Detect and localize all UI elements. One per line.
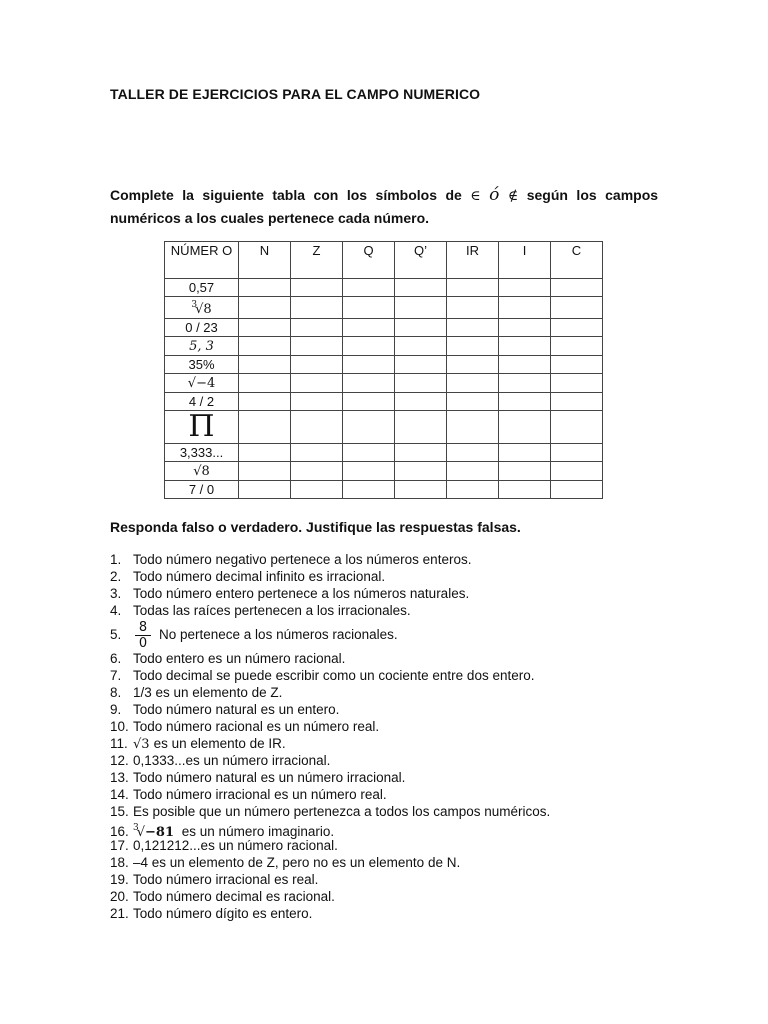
answer-cell[interactable] [343,444,395,462]
answer-cell[interactable] [239,319,291,337]
header-n: N [239,242,291,279]
answer-cell[interactable] [499,374,551,393]
number-cell [165,462,239,481]
table-row [165,337,603,356]
answer-cell[interactable] [395,393,447,411]
pi-symbol: Π [188,409,215,444]
table-row [165,462,603,481]
answer-cell[interactable] [395,297,447,319]
table-instructions [110,184,658,229]
answer-cell[interactable] [499,481,551,499]
answer-cell[interactable] [291,481,343,499]
header-number: NÚMER O [165,242,239,279]
radicand: 8 [201,464,210,479]
answer-cell[interactable] [343,393,395,411]
answer-cell[interactable] [291,356,343,374]
statement-item [110,837,670,854]
answer-cell[interactable] [239,462,291,481]
number-cell [165,393,239,411]
answer-cell[interactable] [447,462,499,481]
radicand: 3 [141,737,150,752]
item-number: 11. [110,736,128,751]
answer-cell[interactable] [551,337,603,356]
root-sign: √ [195,302,204,317]
statement-item [110,718,670,735]
statement-item [110,854,670,871]
statement-text: Es posible que un número pertenezca a todos los campos numéricos. [133,804,551,819]
item-number: 4. [110,603,122,618]
number-cell [165,481,239,499]
element-of-symbol: ∈ [470,188,481,204]
table-row [165,411,603,444]
header-z: Z [291,242,343,279]
root-sign: √ [136,825,146,840]
answer-cell[interactable] [239,356,291,374]
answer-cell[interactable] [395,374,447,393]
table-row [165,481,603,499]
statement-text: Todo decimal se puede escribir como un cociente entre dos entero. [133,668,535,683]
table-row [165,279,603,297]
item-number: 18. [110,855,129,870]
answer-cell[interactable] [291,319,343,337]
answer-cell[interactable] [551,444,603,462]
answer-cell[interactable] [343,374,395,393]
statement-item [110,551,670,568]
statement-item [110,568,670,585]
answer-cell[interactable] [499,444,551,462]
statement-item [110,820,670,840]
root-index: 3 [133,823,139,833]
answer-cell[interactable] [239,337,291,356]
statement-item [110,585,670,602]
item-number: 19. [110,872,129,887]
item-number: 6. [110,651,122,666]
table-row [165,374,603,393]
radicand: 8 [203,302,212,317]
radical-expression [193,464,210,479]
answer-cell[interactable] [395,481,447,499]
table-row [165,356,603,374]
answer-cell[interactable] [395,462,447,481]
item-number: 13. [110,770,129,785]
header-ir: IR [447,242,499,279]
true-false-title: Responda falso o verdadero. Justifique las respuestas falsas. [110,519,521,535]
radical-expression [188,376,215,391]
answer-cell[interactable] [395,444,447,462]
statement-text: Todo número negativo pertenece a los números enteros. [133,552,472,567]
number-label: 5, 3 [189,339,214,354]
statement-text: Todo número decimal infinito es irracional. [133,569,386,584]
number-cell [165,319,239,337]
item-number: 21. [110,906,129,921]
item-number: 9. [110,702,122,717]
answer-cell[interactable] [551,279,603,297]
number-cell [165,356,239,374]
item-number: 8. [110,685,122,700]
statement-item [110,871,670,888]
instructions-text-end: según los campos numéricos a los cuales pertenece cada número. [110,187,659,226]
statement-text: Todo número natural es un entero. [133,702,340,717]
answer-cell[interactable] [551,481,603,499]
statement-item [110,769,670,786]
worksheet-title: TALLER DE EJERCICIOS PARA EL CAMPO NUMERICO [110,86,481,102]
root-sign: √ [187,376,197,391]
answer-cell[interactable] [343,337,395,356]
fraction-numerator: 8 [135,621,151,636]
header-q-prime: Q’ [395,242,447,279]
answer-cell[interactable] [499,462,551,481]
item-number: 15. [110,804,129,819]
radical-expression [133,737,150,752]
header-q: Q [343,242,395,279]
number-cell [165,411,239,444]
answer-cell[interactable] [499,337,551,356]
item-number: 7. [110,668,122,683]
answer-cell[interactable] [239,411,291,444]
answer-cell[interactable] [343,356,395,374]
answer-cell[interactable] [291,444,343,462]
answer-cell[interactable] [291,374,343,393]
statement-text: No pertenece a los números racionales. [159,627,398,642]
answer-cell[interactable] [499,411,551,444]
fraction-denominator: 0 [138,635,148,651]
statement-text: 1/3 es un elemento de Z. [133,685,283,700]
statement-text: Todo número dígito es entero. [133,906,313,921]
answer-cell[interactable] [551,374,603,393]
answer-cell[interactable] [447,297,499,319]
number-label: 0 / 23 [185,320,218,335]
table-row [165,297,603,319]
statement-item [110,752,670,769]
statement-text: Todo número decimal es racional. [133,889,335,904]
or-word: ó [489,185,500,205]
answer-cell[interactable] [551,462,603,481]
table-row [165,393,603,411]
answer-cell[interactable] [499,393,551,411]
answer-cell[interactable] [239,279,291,297]
fraction [135,621,151,650]
statement-text: Todo número entero pertenece a los números naturales. [133,586,470,601]
answer-cell[interactable] [239,393,291,411]
statement-item [110,701,670,718]
number-cell [165,374,239,393]
statement-item [110,650,670,667]
answer-cell[interactable] [551,319,603,337]
number-label: 0,57 [188,280,215,295]
item-number: 2. [110,569,122,584]
answer-cell[interactable] [447,337,499,356]
item-number: 10. [110,719,129,734]
instructions-text: Complete la siguiente tabla con los símbolos de [110,187,462,203]
answer-cell[interactable] [343,319,395,337]
statement-item [110,619,670,650]
number-cell [165,444,239,462]
item-number: 3. [110,586,122,601]
statement-text: es un número imaginario. [181,824,335,839]
statement-text: 0,121212...es un número racional. [133,838,338,853]
answer-cell[interactable] [343,481,395,499]
statement-text: Todas las raíces pertenecen a los irracionales. [133,603,411,618]
statement-item [110,888,670,905]
not-element-of-symbol: ∉ [507,188,519,204]
answer-cell[interactable] [343,411,395,444]
answer-cell[interactable] [291,279,343,297]
item-number: 20. [110,889,129,904]
answer-cell[interactable] [447,411,499,444]
number-label: 3,333... [179,445,224,460]
answer-cell[interactable] [395,279,447,297]
item-number: 5. [110,627,122,642]
radicand: −4 [196,376,216,391]
answer-cell[interactable] [499,319,551,337]
item-number: 12. [110,753,129,768]
answer-cell[interactable] [447,374,499,393]
number-label: 4 / 2 [188,394,215,409]
answer-cell[interactable] [551,393,603,411]
answer-cell[interactable] [291,393,343,411]
answer-cell[interactable] [239,444,291,462]
answer-cell[interactable] [239,481,291,499]
answer-cell[interactable] [395,356,447,374]
number-label: 35% [188,357,215,372]
answer-cell[interactable] [551,297,603,319]
header-c: C [551,242,603,279]
statement-text: Todo número irracional es real. [133,872,319,887]
statement-item [110,905,670,922]
answer-cell[interactable] [447,356,499,374]
answer-cell[interactable] [395,319,447,337]
root-sign: √ [133,737,142,752]
answer-cell[interactable] [551,356,603,374]
answer-cell[interactable] [447,319,499,337]
true-false-list [110,551,670,922]
answer-cell[interactable] [291,297,343,319]
number-label: 7 / 0 [188,482,215,497]
radical-expression [191,302,211,317]
answer-cell[interactable] [239,374,291,393]
answer-cell[interactable] [447,279,499,297]
table-row [165,319,603,337]
answer-cell[interactable] [395,337,447,356]
answer-cell[interactable] [343,279,395,297]
answer-cell[interactable] [499,279,551,297]
item-number: 1. [110,552,122,567]
statement-text: 0,1333...es un número irracional. [133,753,331,768]
answer-cell[interactable] [447,481,499,499]
number-cell [165,297,239,319]
root-sign: √ [193,464,202,479]
statement-text: es un elemento de IR. [153,736,286,751]
statement-text: Todo número irracional es un número real. [133,787,387,802]
table-header-row [165,242,603,279]
answer-cell[interactable] [291,337,343,356]
number-fields-table [164,241,603,499]
item-number: 17. [110,838,129,853]
answer-cell[interactable] [395,411,447,444]
statement-text: –4 es un elemento de Z, pero no es un elemento de N. [133,855,461,870]
statement-item [110,786,670,803]
header-i: I [499,242,551,279]
item-number: 16. [110,824,129,839]
statement-text: Todo número natural es un número irracional. [133,770,406,785]
radicand: −81 [145,825,175,840]
answer-cell[interactable] [499,297,551,319]
answer-cell[interactable] [343,297,395,319]
answer-cell[interactable] [447,444,499,462]
answer-cell[interactable] [343,462,395,481]
statement-item [110,667,670,684]
answer-cell[interactable] [291,462,343,481]
statement-text: Todo número racional es un número real. [133,719,380,734]
number-cell [165,337,239,356]
item-number: 14. [110,787,129,802]
statement-item [110,803,670,820]
statement-item [110,684,670,701]
answer-cell[interactable] [551,411,603,444]
answer-cell[interactable] [239,297,291,319]
number-cell [165,279,239,297]
statement-item [110,602,670,619]
answer-cell[interactable] [291,411,343,444]
answer-cell[interactable] [447,393,499,411]
table-row [165,444,603,462]
statement-text: Todo entero es un número racional. [133,651,346,666]
root-index: 3 [191,300,198,310]
statement-item [110,735,670,752]
answer-cell[interactable] [499,356,551,374]
